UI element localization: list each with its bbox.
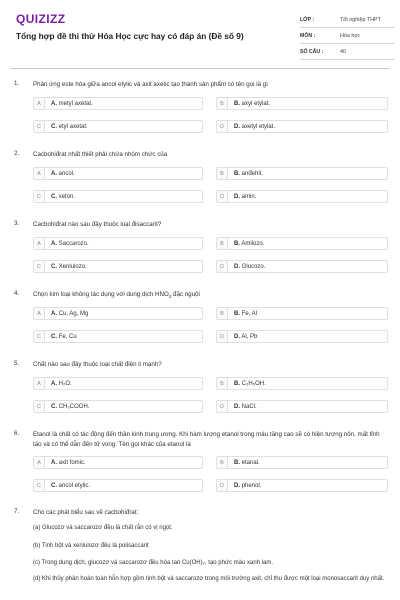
option-d[interactable]: D D. phenol. bbox=[216, 479, 388, 492]
option-letter: D bbox=[217, 261, 228, 272]
option-a[interactable]: A A. axit fomic. bbox=[33, 456, 203, 469]
option-d[interactable]: D D. amin. bbox=[216, 190, 388, 203]
option-letter: D bbox=[217, 401, 228, 412]
option-a[interactable]: A A. Saccarozo. bbox=[33, 237, 203, 250]
option-letter: A bbox=[34, 238, 45, 249]
statement-c: (c) Trong dung dịch, glucozơ và saccarozơ đều hòa tan Cu(OH)₂, tạo phức màu xanh lam. bbox=[33, 560, 273, 566]
question-number: 4. bbox=[14, 290, 20, 297]
option-letter: A bbox=[34, 457, 45, 468]
option-letter: D bbox=[217, 121, 228, 132]
question-number: 2. bbox=[14, 150, 20, 157]
option-c[interactable]: C C. Fe, Cu bbox=[33, 330, 203, 343]
option-c[interactable]: C C. xeton. bbox=[33, 190, 203, 203]
option-letter: C bbox=[34, 331, 45, 342]
document-header bbox=[0, 0, 400, 66]
option-a[interactable]: A A. metyl axetat. bbox=[33, 97, 203, 110]
statement-a: (a) Glucozơ và saccarozơ đều là chất rắn có vị ngọt. bbox=[33, 525, 173, 531]
option-c[interactable]: C C. CH₃COOH. bbox=[33, 400, 203, 413]
statement-b: (b) Tinh bột và xenlulozơ đều là polisaccarit bbox=[33, 543, 149, 549]
option-a[interactable]: A A. Cu, Ag, Mg bbox=[33, 307, 203, 320]
option-d[interactable]: D D. Al, Pb bbox=[216, 330, 388, 343]
meta-value: Hóa học bbox=[340, 32, 361, 39]
option-b[interactable]: B B. Amilozo. bbox=[216, 237, 388, 250]
option-letter: C bbox=[34, 480, 45, 491]
option-letter: C bbox=[34, 401, 45, 412]
option-b[interactable]: B B. C₂H₅OH. bbox=[216, 377, 388, 390]
question-text: Chất nào sau đây thuộc loại chất điện li mạnh? bbox=[33, 361, 162, 368]
question-text: Cacbohiđrat nhất thiết phải chứa nhóm chức của bbox=[33, 151, 168, 158]
question-number: 6. bbox=[14, 430, 20, 437]
option-letter: B bbox=[217, 98, 228, 109]
option-letter: D bbox=[217, 480, 228, 491]
option-letter: B bbox=[217, 457, 228, 468]
option-a[interactable]: A A. H₂O. bbox=[33, 377, 203, 390]
option-letter: A bbox=[34, 168, 45, 179]
meta-row-subject bbox=[300, 28, 395, 44]
page-title: Tổng hợp đề thi thử Hóa Học cực hay có đáp án (Đề số 9) bbox=[16, 31, 244, 41]
question-number: 7. bbox=[14, 508, 20, 515]
option-letter: B bbox=[217, 378, 228, 389]
option-letter: B bbox=[217, 238, 228, 249]
option-a[interactable]: A A. ancol. bbox=[33, 167, 203, 180]
question-text: Cacbohiđrat nào sau đây thuộc loại đisaccarit? bbox=[33, 221, 162, 228]
statement-d: (d) Khi thủy phân hoàn toàn hỗn hợp gồm tinh bột và saccarozơ trong môi trường axit, chỉ thu được một loại monosaccarit duy nhất. bbox=[33, 576, 385, 582]
question-text: Chọn kim loại không tác dụng với dung dịch $HNO_3$ đặc nguội bbox=[33, 291, 200, 300]
question-number: 3. bbox=[14, 220, 20, 227]
option-letter: C bbox=[34, 191, 45, 202]
option-c[interactable]: C C. etyl axetat. bbox=[33, 120, 203, 133]
option-letter: D bbox=[217, 331, 228, 342]
meta-value: Tốt nghiệp THPT bbox=[340, 16, 381, 23]
option-c[interactable]: C C. Xenlulozo. bbox=[33, 260, 203, 273]
option-c[interactable]: C C. ancol etylic. bbox=[33, 479, 203, 492]
meta-label: SỐ CÂU : bbox=[300, 48, 324, 55]
meta-value: 40 bbox=[340, 48, 346, 55]
question-text: Phản ứng este hóa giữa ancol etylic và axit axetic tạo thành sản phẩm có tên gọi là gì bbox=[33, 81, 268, 88]
question-text: Cho các phát biểu sau về cacbohiđrat: bbox=[33, 509, 139, 516]
option-b[interactable]: B B. etanal. bbox=[216, 456, 388, 469]
option-letter: A bbox=[34, 378, 45, 389]
option-letter: B bbox=[217, 308, 228, 319]
option-b[interactable]: B B. axyl etylat. bbox=[216, 97, 388, 110]
option-d[interactable]: D D. axetyl etylat. bbox=[216, 120, 388, 133]
meta-label: MÔN : bbox=[300, 32, 316, 39]
quizizz-logo: QUIZIZZ bbox=[16, 12, 66, 26]
option-letter: C bbox=[34, 261, 45, 272]
question-number: 5. bbox=[14, 360, 20, 367]
option-d[interactable]: D D. Glucozo. bbox=[216, 260, 388, 273]
option-letter: C bbox=[34, 121, 45, 132]
question-text: Etanol là chất có tác động đến thần kinh trung ương. Khi hàm lượng etanol trong máu tăng cao sẽ có hiện tượng nôn, mất tỉnh táo và có thể dẫn đến tử vong. Tên gọi khác của etanol là bbox=[33, 431, 380, 448]
meta-row-class bbox=[300, 12, 395, 28]
question-number: 1. bbox=[14, 80, 20, 87]
header-divider bbox=[10, 68, 390, 69]
option-letter: A bbox=[34, 308, 45, 319]
option-letter: A bbox=[34, 98, 45, 109]
option-b[interactable]: B B. Fe, Al bbox=[216, 307, 388, 320]
option-letter: B bbox=[217, 168, 228, 179]
meta-row-count bbox=[300, 44, 395, 60]
option-d[interactable]: D D. NaCl. bbox=[216, 400, 388, 413]
meta-table bbox=[300, 12, 395, 60]
option-b[interactable]: B B. anđehit. bbox=[216, 167, 388, 180]
meta-label: LỚP : bbox=[300, 16, 315, 23]
option-letter: D bbox=[217, 191, 228, 202]
